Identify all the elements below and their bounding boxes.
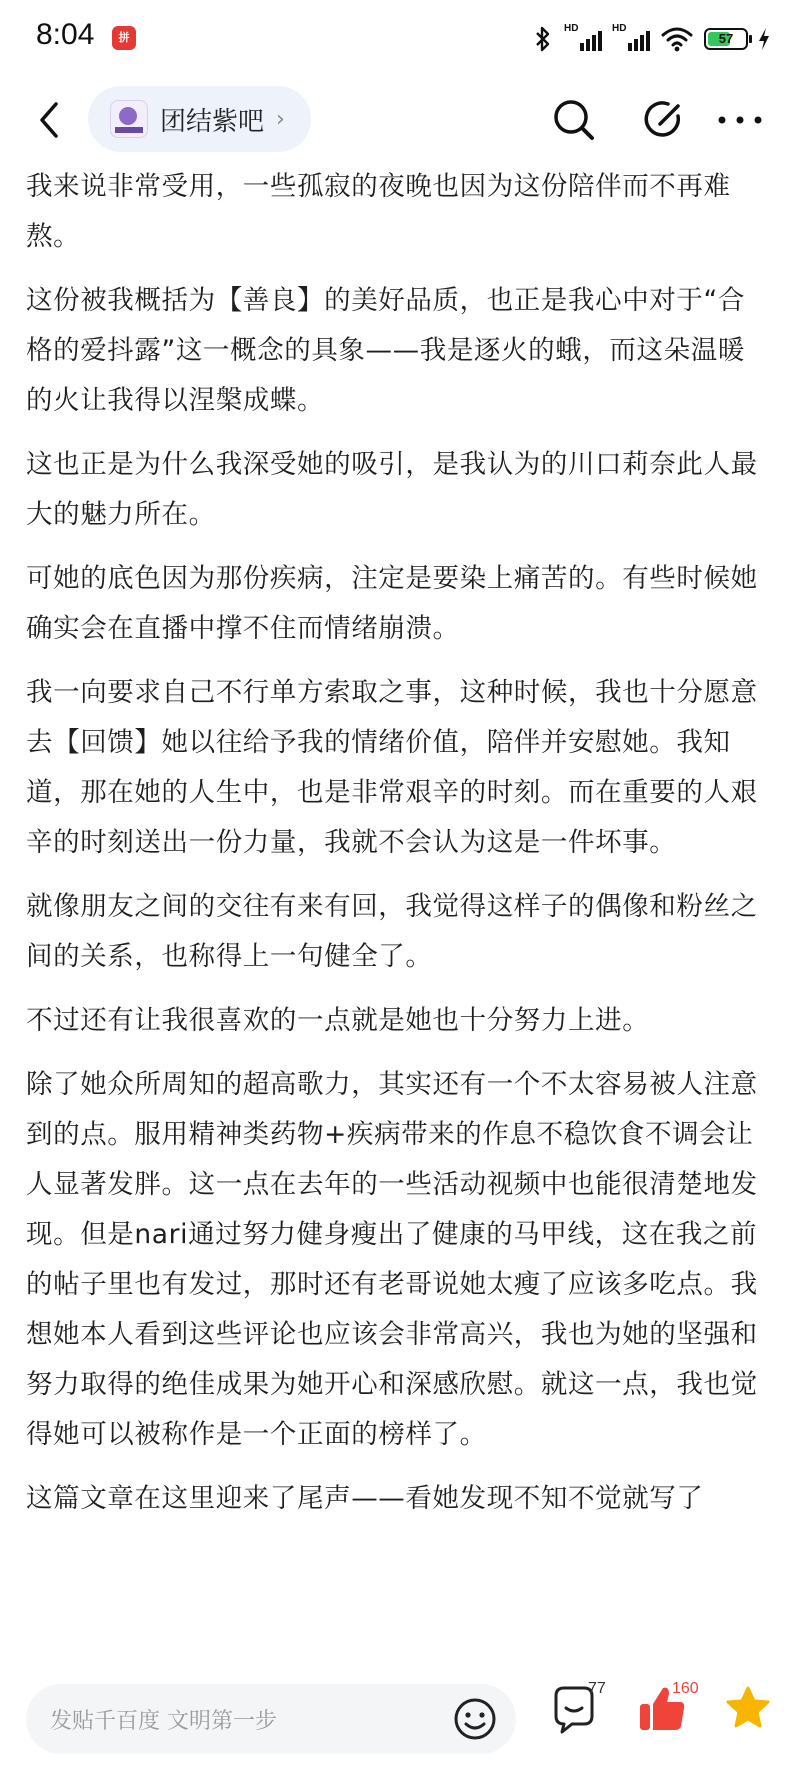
more-button[interactable] [712, 94, 768, 146]
app-notification-icon: 拼 [112, 26, 136, 50]
bluetooth-icon [532, 25, 554, 53]
battery-icon [704, 28, 748, 50]
favorite-button[interactable] [722, 1678, 778, 1748]
forum-name: 团结紫吧 [160, 106, 265, 137]
back-button[interactable] [30, 94, 70, 146]
post-paragraph: 除了她众所周知的超高歌力，其实还有一个不太容易被人注意到的点。服用精神类药物+疾病带来的作息不稳饮食不调会让人显著发胖。这一点在去年的一些活动视频中也能很清楚地发现。但是nari通过努力健身瘦出了健康的马甲线，这在我之前的帖子里也有发过，那时还有老哥说她太瘦了应该多吃点。我想她本人看到这些评论也应该会非常高兴，我也为她的坚强和努力取得的绝佳成果为她开心和深感欣慰。就这一点，我也觉得她可以被称作是一个正面的榜样了。 [26, 1069, 758, 1450]
status-icons [532, 24, 770, 54]
battery-percent: 57 [718, 31, 734, 46]
signal-icon [564, 25, 602, 53]
more-horizontal-icon [712, 94, 768, 146]
wifi-icon [660, 25, 694, 53]
post-paragraph: 这份被我概括为【善良】的美好品质，也正是我心中对于“合格的爱抖露”这一概念的具象——我是逐火的蛾，而这朵温暖的火让我得以涅槃成蝶。 [26, 285, 745, 416]
signal-hd-label: HD [612, 23, 627, 34]
post-paragraph: 我一向要求自己不行单方索取之事，这种时候，我也十分愿意去【回馈】她以往给予我的情绪价值，陪伴并安慰她。我知道，那在她的人生中，也是非常艰辛的时刻。而在重要的人艰辛的时刻送出一份力量，我就不会认为这是一件坏事。 [26, 677, 758, 858]
emoji-icon [450, 1694, 500, 1744]
post-paragraph: 可她的底色因为那份疾病，注定是要染上痛苦的。有些时候她确实会在直播中撑不住而情绪崩溃。 [26, 563, 758, 644]
like-button[interactable] [636, 1678, 699, 1748]
reply-input[interactable] [26, 1684, 516, 1754]
like-count: 160 [672, 1680, 699, 1697]
signal-icon [612, 25, 650, 53]
post-paragraph: 不过还有让我很喜欢的一点就是她也十分努力上进。 [26, 1005, 650, 1036]
search-icon [548, 94, 600, 146]
status-bar [0, 0, 800, 80]
forum-avatar [110, 100, 148, 138]
forum-link-button[interactable] [88, 86, 311, 152]
star-icon [722, 1678, 774, 1738]
emoji-button[interactable] [450, 1694, 500, 1744]
chevron-left-icon [30, 94, 70, 146]
reply-placeholder: 发贴千百度 文明第一步 [50, 1709, 277, 1734]
edit-icon [638, 94, 690, 146]
top-nav-bar [0, 80, 800, 160]
chevron-right-icon: › [276, 106, 285, 132]
post-paragraph: 我来说非常受用，一些孤寂的夜晚也因为这份陪伴而不再难熬。 [26, 171, 731, 252]
edit-button[interactable] [638, 94, 690, 146]
post-paragraph: 就像朋友之间的交往有来有回，我觉得这样子的偶像和粉丝之间的关系，也称得上一句健全了。 [26, 891, 758, 972]
status-time: 8:04 [36, 18, 95, 51]
search-button[interactable] [548, 94, 600, 146]
comment-button[interactable] [548, 1678, 608, 1748]
charging-icon [758, 27, 770, 51]
post-content [26, 162, 766, 1652]
post-paragraph: 这篇文章在这里迎来了尾声——看她发现不知不觉就写了 [26, 1483, 704, 1514]
post-paragraph: 这也正是为什么我深受她的吸引，是我认为的川口莉奈此人最大的魅力所在。 [26, 449, 758, 530]
comment-count: 77 [588, 1680, 606, 1697]
signal-hd-label: HD [564, 23, 579, 34]
bottom-bar [0, 1664, 800, 1778]
